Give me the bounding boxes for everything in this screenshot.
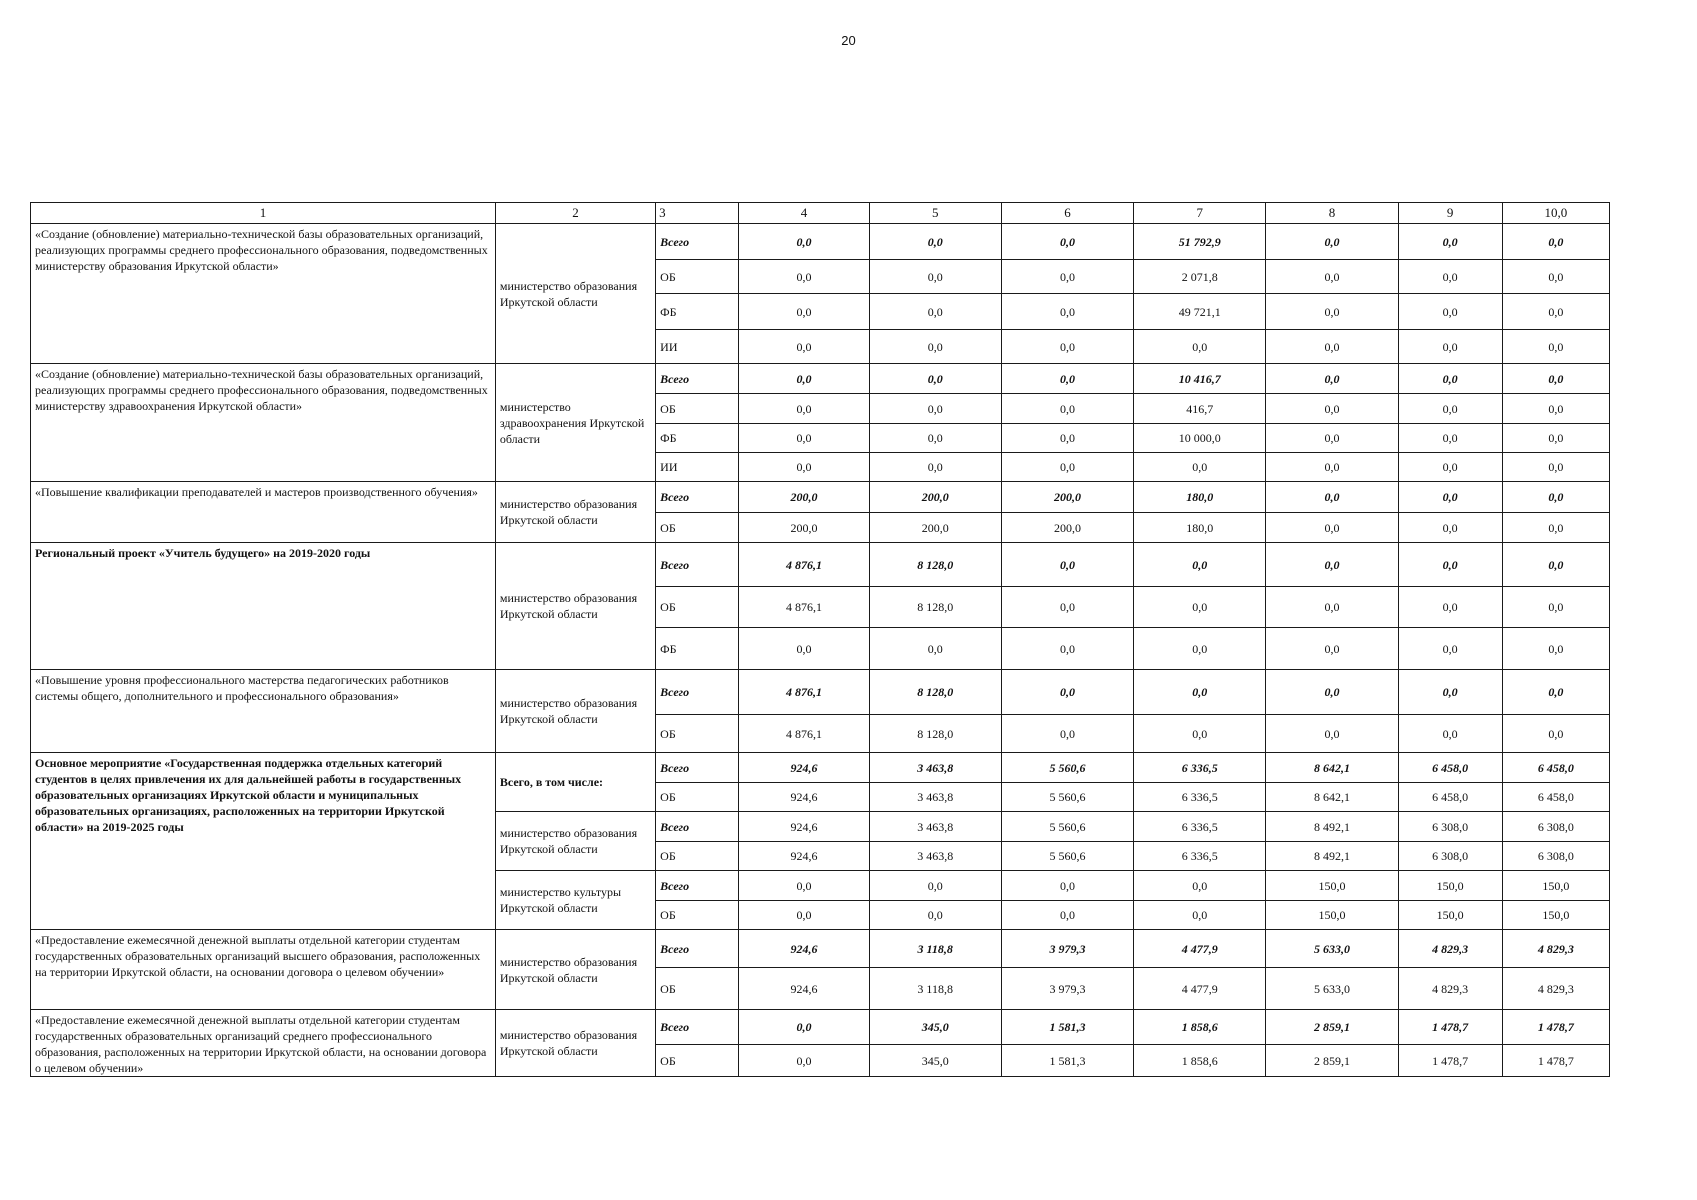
value-cell: 0,0	[739, 901, 869, 930]
funding-source: ОБ	[656, 842, 739, 871]
value-cell: 0,0	[1266, 543, 1398, 587]
value-cell: 0,0	[1266, 260, 1398, 294]
measure-description: «Повышение квалификации преподавателей и мастеров производственного обучения»	[31, 482, 496, 543]
table-row	[31, 224, 1610, 260]
value-cell: 0,0	[1398, 513, 1502, 543]
table-row	[31, 930, 1610, 968]
value-cell: 0,0	[1502, 482, 1609, 513]
value-cell: 0,0	[1001, 260, 1133, 294]
funding-source: Всего	[656, 364, 739, 394]
value-cell: 6 336,5	[1134, 812, 1266, 842]
value-cell: 4 876,1	[739, 587, 869, 628]
executor-cell: министерство образования Иркутской области	[495, 482, 655, 543]
value-cell: 0,0	[1398, 294, 1502, 330]
table-row	[31, 543, 1610, 587]
value-cell: 0,0	[1134, 453, 1266, 482]
value-cell: 0,0	[1266, 364, 1398, 394]
value-cell: 150,0	[1502, 901, 1609, 930]
value-cell: 0,0	[1502, 330, 1609, 364]
value-cell: 3 118,8	[869, 930, 1001, 968]
value-cell: 200,0	[1001, 513, 1133, 543]
value-cell: 4 829,3	[1502, 930, 1609, 968]
measure-description: Основное мероприятие «Государственная поддержка отдельных категорий студентов в целях привлечения их для дальнейшей работы в государственных образовательных организациях Иркутской области и муниципальных образовательных организациях, расположенных на территории Иркутской области» на 2019-2025 годы	[31, 753, 496, 930]
table-body	[31, 203, 1610, 1077]
value-cell: 5 560,6	[1001, 842, 1133, 871]
value-cell: 0,0	[739, 224, 869, 260]
value-cell: 416,7	[1134, 394, 1266, 424]
value-cell: 1 478,7	[1502, 1010, 1609, 1045]
value-cell: 6 308,0	[1502, 842, 1609, 871]
value-cell: 4 829,3	[1502, 968, 1609, 1010]
value-cell: 0,0	[1266, 670, 1398, 715]
table-row	[31, 364, 1610, 394]
value-cell: 0,0	[1001, 871, 1133, 901]
value-cell: 3 463,8	[869, 753, 1001, 783]
value-cell: 0,0	[869, 901, 1001, 930]
value-cell: 150,0	[1266, 901, 1398, 930]
value-cell: 0,0	[1502, 587, 1609, 628]
value-cell: 0,0	[1266, 453, 1398, 482]
value-cell: 4 876,1	[739, 715, 869, 753]
value-cell: 0,0	[1134, 901, 1266, 930]
value-cell: 0,0	[739, 260, 869, 294]
funding-source: ФБ	[656, 424, 739, 453]
column-header: 3	[656, 203, 739, 224]
value-cell: 0,0	[1001, 901, 1133, 930]
measure-description: «Повышение уровня профессионального мастерства педагогических работников системы общего, дополнительного и профессионального образования»	[31, 670, 496, 753]
executor-cell: министерство культуры Иркутской области	[495, 871, 655, 930]
column-header: 7	[1134, 203, 1266, 224]
executor-cell: Всего, в том числе:	[495, 753, 655, 812]
value-cell: 8 128,0	[869, 587, 1001, 628]
executor-cell: министерство образования Иркутской области	[495, 1010, 655, 1077]
value-cell: 150,0	[1398, 901, 1502, 930]
value-cell: 0,0	[1266, 224, 1398, 260]
value-cell: 0,0	[739, 424, 869, 453]
funding-source: Всего	[656, 753, 739, 783]
funding-source: Всего	[656, 812, 739, 842]
column-header: 8	[1266, 203, 1398, 224]
funding-source: ОБ	[656, 260, 739, 294]
executor-cell: министерство образования Иркутской области	[495, 224, 655, 364]
funding-source: Всего	[656, 482, 739, 513]
table-row	[31, 753, 1610, 783]
value-cell: 0,0	[1502, 224, 1609, 260]
value-cell: 0,0	[1502, 513, 1609, 543]
value-cell: 0,0	[1502, 453, 1609, 482]
table-row	[31, 1010, 1610, 1045]
value-cell: 0,0	[869, 294, 1001, 330]
value-cell: 0,0	[739, 1010, 869, 1045]
value-cell: 180,0	[1134, 482, 1266, 513]
value-cell: 1 478,7	[1502, 1045, 1609, 1077]
value-cell: 0,0	[1398, 364, 1502, 394]
column-header: 10,0	[1502, 203, 1609, 224]
value-cell: 0,0	[869, 424, 1001, 453]
header-row	[31, 203, 1610, 224]
value-cell: 4 876,1	[739, 543, 869, 587]
value-cell: 2 859,1	[1266, 1010, 1398, 1045]
value-cell: 0,0	[1502, 715, 1609, 753]
value-cell: 6 308,0	[1502, 812, 1609, 842]
value-cell: 200,0	[739, 513, 869, 543]
value-cell: 0,0	[1001, 424, 1133, 453]
column-header: 9	[1398, 203, 1502, 224]
executor-cell: министерство образования Иркутской области	[495, 670, 655, 753]
value-cell: 0,0	[1001, 364, 1133, 394]
value-cell: 0,0	[1502, 294, 1609, 330]
value-cell: 6 458,0	[1398, 783, 1502, 812]
value-cell: 6 336,5	[1134, 753, 1266, 783]
funding-source: Всего	[656, 543, 739, 587]
value-cell: 0,0	[869, 453, 1001, 482]
column-header: 4	[739, 203, 869, 224]
value-cell: 5 560,6	[1001, 783, 1133, 812]
value-cell: 0,0	[1398, 224, 1502, 260]
value-cell: 0,0	[869, 871, 1001, 901]
funding-source: Всего	[656, 1010, 739, 1045]
value-cell: 0,0	[1134, 330, 1266, 364]
value-cell: 8 642,1	[1266, 783, 1398, 812]
value-cell: 0,0	[739, 628, 869, 670]
value-cell: 8 128,0	[869, 670, 1001, 715]
funding-source: ИИ	[656, 453, 739, 482]
value-cell: 0,0	[1001, 670, 1133, 715]
table-row	[31, 482, 1610, 513]
funding-source: Всего	[656, 930, 739, 968]
value-cell: 3 463,8	[869, 842, 1001, 871]
value-cell: 6 458,0	[1398, 753, 1502, 783]
value-cell: 8 492,1	[1266, 812, 1398, 842]
value-cell: 6 336,5	[1134, 783, 1266, 812]
value-cell: 0,0	[739, 364, 869, 394]
measure-description: Региональный проект «Учитель будущего» на 2019-2020 годы	[31, 543, 496, 670]
value-cell: 0,0	[1134, 715, 1266, 753]
value-cell: 8 642,1	[1266, 753, 1398, 783]
value-cell: 0,0	[1001, 628, 1133, 670]
table-row	[31, 670, 1610, 715]
value-cell: 0,0	[1001, 330, 1133, 364]
value-cell: 0,0	[1398, 482, 1502, 513]
value-cell: 8 492,1	[1266, 842, 1398, 871]
value-cell: 200,0	[869, 482, 1001, 513]
value-cell: 6 458,0	[1502, 783, 1609, 812]
value-cell: 3 979,3	[1001, 930, 1133, 968]
value-cell: 0,0	[1398, 628, 1502, 670]
value-cell: 0,0	[1001, 543, 1133, 587]
value-cell: 5 633,0	[1266, 930, 1398, 968]
value-cell: 924,6	[739, 930, 869, 968]
value-cell: 0,0	[1001, 587, 1133, 628]
value-cell: 0,0	[1266, 330, 1398, 364]
measure-description: «Предоставление ежемесячной денежной выплаты отдельной категории студентам государственных образовательных организаций высшего образования, расположенных на территории Иркутской области, на основании договора о целевом обучении»	[31, 930, 496, 1010]
value-cell: 2 071,8	[1134, 260, 1266, 294]
value-cell: 0,0	[1266, 294, 1398, 330]
value-cell: 3 463,8	[869, 812, 1001, 842]
value-cell: 0,0	[869, 260, 1001, 294]
value-cell: 200,0	[869, 513, 1001, 543]
value-cell: 0,0	[869, 394, 1001, 424]
value-cell: 0,0	[1398, 453, 1502, 482]
funding-source: Всего	[656, 670, 739, 715]
funding-source: ИИ	[656, 330, 739, 364]
measure-description: «Создание (обновление) материально-технической базы образовательных организаций, реализующих программы среднего профессионального образования, подведомственных министерству образования Иркутской области»	[31, 224, 496, 364]
funding-source: ФБ	[656, 628, 739, 670]
value-cell: 10 416,7	[1134, 364, 1266, 394]
value-cell: 924,6	[739, 783, 869, 812]
funding-source: ОБ	[656, 587, 739, 628]
value-cell: 0,0	[1266, 394, 1398, 424]
value-cell: 10 000,0	[1134, 424, 1266, 453]
value-cell: 4 876,1	[739, 670, 869, 715]
value-cell: 0,0	[739, 871, 869, 901]
executor-cell: министерство здравоохранения Иркутской области	[495, 364, 655, 482]
value-cell: 180,0	[1134, 513, 1266, 543]
funding-source: ФБ	[656, 294, 739, 330]
value-cell: 0,0	[869, 364, 1001, 394]
value-cell: 0,0	[1134, 871, 1266, 901]
value-cell: 150,0	[1502, 871, 1609, 901]
value-cell: 0,0	[1502, 628, 1609, 670]
value-cell: 0,0	[1001, 224, 1133, 260]
executor-cell: министерство образования Иркутской области	[495, 543, 655, 670]
value-cell: 1 581,3	[1001, 1045, 1133, 1077]
value-cell: 1 478,7	[1398, 1010, 1502, 1045]
executor-cell: министерство образования Иркутской области	[495, 930, 655, 1010]
value-cell: 0,0	[1502, 394, 1609, 424]
value-cell: 0,0	[1134, 628, 1266, 670]
value-cell: 4 477,9	[1134, 930, 1266, 968]
value-cell: 4 829,3	[1398, 968, 1502, 1010]
funding-source: ОБ	[656, 783, 739, 812]
value-cell: 0,0	[1502, 543, 1609, 587]
value-cell: 0,0	[869, 628, 1001, 670]
value-cell: 3 118,8	[869, 968, 1001, 1010]
value-cell: 0,0	[1502, 260, 1609, 294]
value-cell: 1 581,3	[1001, 1010, 1133, 1045]
value-cell: 0,0	[1266, 424, 1398, 453]
value-cell: 5 633,0	[1266, 968, 1398, 1010]
value-cell: 0,0	[1398, 424, 1502, 453]
value-cell: 345,0	[869, 1045, 1001, 1077]
value-cell: 0,0	[1398, 394, 1502, 424]
value-cell: 49 721,1	[1134, 294, 1266, 330]
column-header: 6	[1001, 203, 1133, 224]
value-cell: 5 560,6	[1001, 812, 1133, 842]
column-header: 5	[869, 203, 1001, 224]
funding-source: ОБ	[656, 513, 739, 543]
value-cell: 0,0	[1266, 513, 1398, 543]
value-cell: 0,0	[1266, 715, 1398, 753]
value-cell: 0,0	[1398, 715, 1502, 753]
value-cell: 0,0	[869, 330, 1001, 364]
value-cell: 1 858,6	[1134, 1010, 1266, 1045]
funding-source: ОБ	[656, 968, 739, 1010]
value-cell: 0,0	[1266, 587, 1398, 628]
value-cell: 5 560,6	[1001, 753, 1133, 783]
value-cell: 0,0	[869, 224, 1001, 260]
value-cell: 0,0	[1001, 715, 1133, 753]
value-cell: 0,0	[1001, 394, 1133, 424]
value-cell: 150,0	[1266, 871, 1398, 901]
budget-table	[30, 202, 1610, 1077]
value-cell: 1 478,7	[1398, 1045, 1502, 1077]
value-cell: 8 128,0	[869, 715, 1001, 753]
value-cell: 6 308,0	[1398, 842, 1502, 871]
value-cell: 4 829,3	[1398, 930, 1502, 968]
value-cell: 0,0	[1502, 364, 1609, 394]
value-cell: 0,0	[1502, 670, 1609, 715]
value-cell: 0,0	[1266, 482, 1398, 513]
value-cell: 2 859,1	[1266, 1045, 1398, 1077]
value-cell: 3 463,8	[869, 783, 1001, 812]
value-cell: 6 308,0	[1398, 812, 1502, 842]
funding-source: Всего	[656, 871, 739, 901]
value-cell: 0,0	[1266, 628, 1398, 670]
value-cell: 924,6	[739, 753, 869, 783]
value-cell: 6 336,5	[1134, 842, 1266, 871]
value-cell: 0,0	[1134, 587, 1266, 628]
funding-source: ОБ	[656, 901, 739, 930]
executor-cell: министерство образования Иркутской области	[495, 812, 655, 871]
value-cell: 0,0	[739, 394, 869, 424]
value-cell: 200,0	[739, 482, 869, 513]
page-number: 20	[841, 33, 856, 48]
value-cell: 0,0	[739, 1045, 869, 1077]
value-cell: 345,0	[869, 1010, 1001, 1045]
value-cell: 0,0	[1134, 670, 1266, 715]
funding-source: ОБ	[656, 715, 739, 753]
column-header: 2	[495, 203, 655, 224]
value-cell: 0,0	[1001, 453, 1133, 482]
value-cell: 200,0	[1001, 482, 1133, 513]
column-header: 1	[31, 203, 496, 224]
value-cell: 0,0	[1398, 543, 1502, 587]
value-cell: 8 128,0	[869, 543, 1001, 587]
value-cell: 924,6	[739, 812, 869, 842]
measure-description: «Создание (обновление) материально-технической базы образовательных организаций, реализующих программы среднего профессионального образования, подведомственных министерству здравоохранения Иркутской области»	[31, 364, 496, 482]
value-cell: 0,0	[739, 294, 869, 330]
value-cell: 0,0	[1001, 294, 1133, 330]
funding-source: ОБ	[656, 1045, 739, 1077]
value-cell: 3 979,3	[1001, 968, 1133, 1010]
value-cell: 0,0	[1398, 587, 1502, 628]
value-cell: 0,0	[1502, 424, 1609, 453]
value-cell: 924,6	[739, 968, 869, 1010]
value-cell: 4 477,9	[1134, 968, 1266, 1010]
value-cell: 51 792,9	[1134, 224, 1266, 260]
value-cell: 924,6	[739, 842, 869, 871]
value-cell: 0,0	[1134, 543, 1266, 587]
value-cell: 0,0	[1398, 260, 1502, 294]
measure-description: «Предоставление ежемесячной денежной выплаты отдельной категории студентам государственных образовательных организаций среднего профессионального образования, расположенных на территории Иркутской области, на основании договора о целевом обучении»	[31, 1010, 496, 1077]
funding-source: ОБ	[656, 394, 739, 424]
funding-source: Всего	[656, 224, 739, 260]
value-cell: 6 458,0	[1502, 753, 1609, 783]
value-cell: 0,0	[739, 453, 869, 482]
value-cell: 0,0	[1398, 670, 1502, 715]
value-cell: 1 858,6	[1134, 1045, 1266, 1077]
value-cell: 150,0	[1398, 871, 1502, 901]
value-cell: 0,0	[1398, 330, 1502, 364]
value-cell: 0,0	[739, 330, 869, 364]
